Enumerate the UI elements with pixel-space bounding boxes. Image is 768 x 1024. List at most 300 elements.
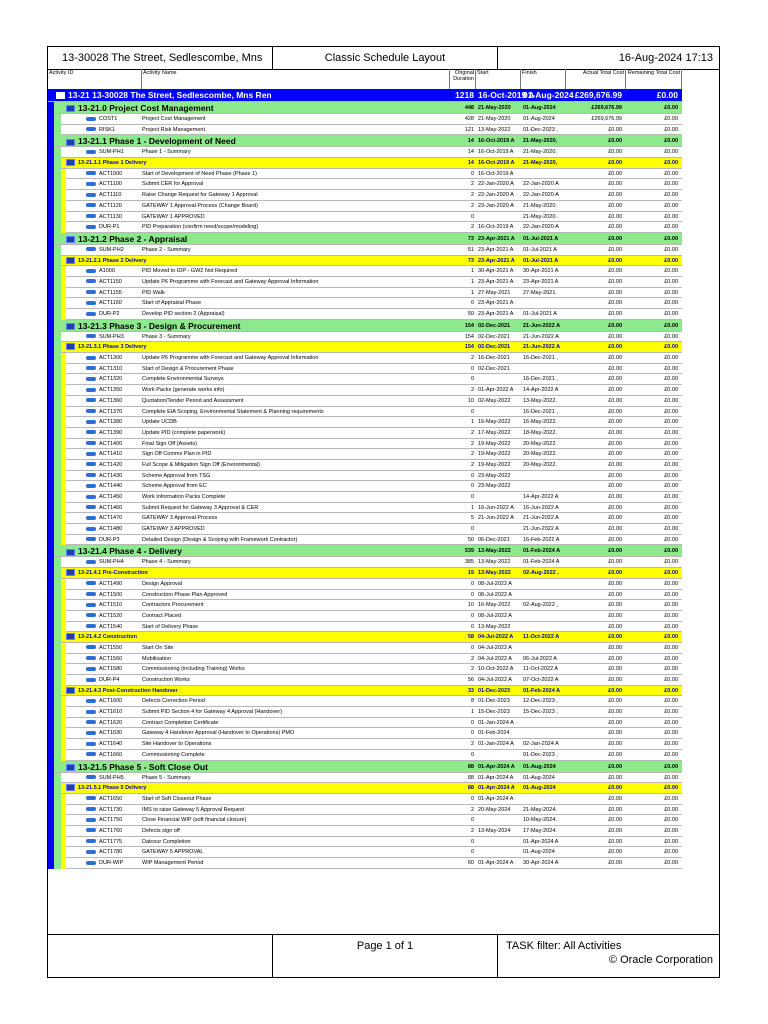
- remaining-total-cost: £0.00: [664, 526, 678, 533]
- start-date: 04-Jul-2022 A: [478, 634, 514, 641]
- activity-row[interactable]: [48, 826, 682, 837]
- activity-id-text: ACT1450: [99, 494, 123, 500]
- wbs-band-level2: [54, 600, 61, 611]
- task-icon: [86, 527, 96, 531]
- layout-name: Classic Schedule Layout: [273, 47, 498, 69]
- activity-row[interactable]: [48, 600, 682, 611]
- actual-total-cost: £0.00: [608, 451, 622, 458]
- wbs-icon: [66, 569, 75, 576]
- actual-total-cost: £0.00: [608, 730, 622, 737]
- remaining-total-cost: £0.00: [664, 483, 678, 490]
- wbs-band-level2: [54, 212, 61, 223]
- activity-row[interactable]: [48, 535, 682, 546]
- wbs-band-level2: [54, 222, 61, 233]
- wbs-icon: [66, 323, 75, 330]
- activity-id: [86, 417, 140, 427]
- start-date: 16-May-2022: [478, 602, 511, 609]
- wbs-icon: [66, 687, 75, 694]
- activity-id-text: 13-21 13-30028 The Street, Sedlescombe, Mns Ren: [68, 90, 272, 100]
- activity-row[interactable]: [48, 503, 682, 514]
- task-icon: [86, 452, 96, 456]
- wbs-band-level2: [54, 374, 61, 385]
- finish-date: 22-Jan-2020 A: [523, 192, 559, 199]
- wbs-band-level2: [54, 664, 61, 675]
- original-duration: 14: [467, 149, 474, 156]
- wbs-band-level2: [54, 125, 61, 136]
- activity-id-text: ACT1470: [99, 515, 123, 522]
- activity-id: [86, 557, 140, 567]
- activity-row[interactable]: [48, 858, 682, 869]
- remaining-total-cost: £0.00: [664, 257, 678, 264]
- activity-row[interactable]: [48, 815, 682, 826]
- activity-row[interactable]: [48, 114, 682, 125]
- original-duration: 0: [470, 730, 474, 737]
- activity-row[interactable]: [48, 773, 682, 784]
- activity-id: [86, 524, 140, 534]
- task-icon: [86, 581, 96, 585]
- actual-total-cost: £0.00: [608, 192, 622, 199]
- task-icon: [86, 796, 96, 800]
- activity-row[interactable]: [48, 190, 682, 201]
- col-original-duration[interactable]: Original Duration: [450, 69, 476, 89]
- activity-name: GATEWAY 1 Approval Process (Change Board): [142, 202, 258, 209]
- start-date: 21-May-2020: [478, 116, 511, 122]
- activity-row[interactable]: [48, 837, 682, 848]
- activity-row[interactable]: [48, 396, 682, 407]
- activity-row[interactable]: [48, 222, 682, 233]
- activity-row[interactable]: [48, 417, 682, 428]
- wbs-row[interactable]: [48, 158, 682, 169]
- task-icon: [86, 731, 96, 735]
- remaining-total-cost: £0.00: [664, 774, 678, 781]
- finish-date: 01-Aug-2024: [523, 763, 556, 770]
- finish-date: 16-May-2022.: [523, 419, 557, 426]
- activity-row[interactable]: [48, 847, 682, 858]
- activity-id-text: ACT1550: [99, 644, 123, 651]
- wbs-band-level3: [61, 277, 66, 288]
- start-date: 23-May-2022: [478, 483, 511, 490]
- wbs-row[interactable]: [48, 632, 682, 643]
- original-duration: 50: [467, 536, 474, 543]
- actual-total-cost: £0.00: [608, 344, 622, 351]
- schedule-report-frame: [47, 46, 720, 978]
- wbs-icon: [66, 549, 75, 556]
- activity-name: Start of Appraisal Phase: [142, 300, 202, 307]
- wbs-band-level3: [61, 826, 66, 837]
- activity-id-text: ACT1500: [99, 591, 123, 598]
- wbs-band-level3: [61, 503, 66, 514]
- remaining-total-cost: £0.00: [664, 580, 678, 587]
- activity-row[interactable]: [48, 654, 682, 665]
- task-icon: [86, 818, 96, 822]
- activity-row[interactable]: [48, 794, 682, 805]
- remaining-total-cost: £0.00: [664, 548, 678, 555]
- activity-id: [86, 374, 140, 384]
- activity-id-text: SUM-PH4: [99, 559, 124, 566]
- wbs-row[interactable]: [48, 686, 682, 697]
- finish-date: [521, 364, 566, 374]
- original-duration: 2: [470, 387, 474, 394]
- footer-right-cell: [498, 934, 719, 978]
- remaining-total-cost: £0.00: [664, 429, 678, 436]
- remaining-total-cost: £0.00: [664, 322, 678, 329]
- activity-name: Construction Phase Plan Approved: [142, 591, 228, 598]
- activity-row[interactable]: [48, 407, 682, 418]
- activity-row[interactable]: [48, 125, 682, 136]
- finish-date: 21-Jun-2022 A: [523, 344, 561, 351]
- wbs-band-level1: [48, 320, 54, 332]
- activity-row[interactable]: [48, 579, 682, 590]
- activity-name: Work Information Packs Complete: [142, 494, 226, 500]
- activity-name: Update P6 Programme with Forecast and Gateway Approval Information: [142, 355, 319, 362]
- original-duration: 154: [464, 344, 474, 351]
- activity-id-text: ACT1750: [99, 817, 123, 824]
- finish-date: 01-Aug-2024: [523, 105, 556, 111]
- activity-id: [86, 190, 140, 200]
- activity-name: Raise Change Request for Gateway 1 Approval: [142, 192, 258, 199]
- finish-date: 16-Dec-2021 ,: [523, 408, 558, 415]
- wbs-band-level2: [54, 428, 61, 439]
- task-icon: [86, 334, 96, 338]
- activity-row[interactable]: [48, 750, 682, 761]
- actual-total-cost: £0.00: [608, 126, 622, 133]
- activity-row[interactable]: [48, 611, 682, 622]
- activity-row[interactable]: [48, 728, 682, 739]
- activity-row[interactable]: [48, 212, 682, 223]
- finish-date: 13-May-2022.: [523, 397, 557, 404]
- task-icon: [86, 850, 96, 854]
- wbs-row[interactable]: [48, 545, 682, 557]
- activity-row[interactable]: [48, 428, 682, 439]
- activity-name: Phase 3 - Summary: [142, 333, 191, 340]
- activity-name: Defects Correction Period: [142, 698, 205, 705]
- remaining-total-cost: £0.00: [664, 181, 678, 188]
- wbs-band-level2: [54, 309, 61, 320]
- wbs-band-level3: [61, 622, 66, 633]
- activity-id-text: ACT1430: [99, 472, 123, 479]
- activity-id-text: ACT1380: [99, 419, 123, 426]
- activity-name: Project Cost Management: [142, 116, 206, 122]
- finish-date: 30-Apr-2021 A: [523, 268, 559, 275]
- start-date: 10-Oct-2022 A: [478, 666, 514, 673]
- remaining-total-cost: £0.00: [664, 289, 678, 296]
- remaining-total-cost: £0.00: [664, 817, 678, 824]
- task-icon: [86, 117, 96, 121]
- activity-id: [66, 783, 147, 793]
- task-icon: [86, 171, 96, 175]
- actual-total-cost: £0.00: [608, 570, 622, 577]
- wbs-band-level2: [54, 847, 61, 858]
- col-remaining-total-cost[interactable]: Remaining Total Cost: [626, 69, 682, 89]
- finish-date: 02-Aug-2022 ,: [523, 570, 559, 577]
- wbs-band-level2: [54, 158, 61, 169]
- original-duration: 1: [470, 289, 474, 296]
- finish-date: 01-Apr-2024 A: [523, 838, 559, 845]
- activity-name: Update UCDB: [142, 419, 177, 426]
- actual-total-cost: £0.00: [608, 278, 622, 285]
- activity-id: [86, 407, 140, 417]
- task-icon: [86, 441, 96, 445]
- wbs-row[interactable]: [48, 135, 682, 147]
- start-date: 13-May-2022: [478, 559, 511, 566]
- activity-id-text: 13-21.5.1 Phase 5 Delivery: [78, 785, 147, 792]
- task-icon: [86, 430, 96, 434]
- activity-row[interactable]: [48, 643, 682, 654]
- activity-name: Complete Environmental Surveys: [142, 376, 224, 383]
- actual-total-cost: £0.00: [608, 322, 622, 329]
- wbs-band-level2: [54, 535, 61, 546]
- activity-row[interactable]: [48, 449, 682, 460]
- wbs-band-level3: [61, 524, 66, 535]
- activity-id: [86, 503, 140, 513]
- activity-row[interactable]: [48, 664, 682, 675]
- finish-date: 21-Jun-2022 A: [523, 322, 561, 329]
- remaining-total-cost: £0.00: [664, 246, 678, 253]
- activity-row[interactable]: [48, 707, 682, 718]
- activity-row[interactable]: [48, 353, 682, 364]
- task-icon: [86, 301, 96, 305]
- wbs-band-level3: [61, 600, 66, 611]
- activity-name: Project Risk Management: [142, 126, 205, 133]
- activity-row[interactable]: [48, 277, 682, 288]
- activity-row[interactable]: [48, 590, 682, 601]
- remaining-total-cost: £0.00: [664, 795, 678, 802]
- start-date: 01-Apr-2024 A: [478, 795, 514, 802]
- actual-total-cost: £0.00: [608, 795, 622, 802]
- activity-row[interactable]: [48, 309, 682, 320]
- finish-date: 01-Jul-2021 A: [523, 311, 557, 317]
- page-number: Page 1 of 1: [273, 934, 498, 978]
- remaining-total-cost: £0.00: [664, 408, 678, 415]
- wbs-row[interactable]: [48, 89, 682, 102]
- activity-name: Site Handover to Operations: [142, 741, 212, 748]
- finish-date: 06-Jul-2022 A: [523, 655, 557, 662]
- activity-row[interactable]: [48, 169, 682, 180]
- actual-total-cost: £0.00: [608, 580, 622, 587]
- activity-row[interactable]: [48, 201, 682, 212]
- actual-total-cost: £0.00: [608, 429, 622, 436]
- actual-total-cost: £0.00: [608, 365, 622, 372]
- wbs-band-level3: [61, 353, 66, 364]
- wbs-band-level3: [61, 385, 66, 396]
- activity-id: [86, 449, 140, 459]
- wbs-band-level2: [54, 728, 61, 739]
- wbs-row[interactable]: [48, 320, 682, 332]
- activity-row[interactable]: [48, 513, 682, 524]
- activity-id-text: DUR-P4: [99, 677, 120, 683]
- activity-id: [86, 675, 140, 685]
- activity-id-text: ACT1775: [99, 838, 123, 845]
- remaining-total-cost: £0.00: [664, 160, 678, 167]
- activity-row[interactable]: [48, 675, 682, 686]
- activity-name: Scheme Approval from TSG: [142, 472, 211, 479]
- activity-id-text: RISK1: [99, 126, 115, 133]
- wbs-band-level3: [61, 492, 66, 503]
- original-duration: 2: [470, 192, 474, 199]
- activity-id-text: 13-21.4.1 Pre-Construction: [78, 570, 148, 577]
- activity-name: Contract Completion Certificate: [142, 719, 219, 726]
- activity-row[interactable]: [48, 805, 682, 816]
- activity-id: [86, 750, 140, 760]
- activity-row[interactable]: [48, 179, 682, 190]
- actual-total-cost: £269,676.99: [591, 116, 622, 122]
- col-activity-id[interactable]: Activity ID: [48, 69, 142, 89]
- actual-total-cost: £0.00: [608, 440, 622, 447]
- original-duration: 0: [470, 494, 474, 500]
- activity-row[interactable]: [48, 439, 682, 450]
- original-duration: 539: [464, 548, 474, 555]
- actual-total-cost: £0.00: [608, 860, 622, 866]
- original-duration: 19: [467, 570, 474, 577]
- activity-row[interactable]: [48, 696, 682, 707]
- activity-id: [86, 622, 140, 632]
- actual-total-cost: £0.00: [608, 559, 622, 566]
- wbs-row[interactable]: [48, 342, 682, 353]
- activity-id-text: 13-21.5 Phase 5 - Soft Close Out: [78, 761, 208, 772]
- task-icon: [86, 752, 96, 756]
- wbs-band-level3: [61, 222, 66, 233]
- activity-id: [66, 545, 182, 557]
- wbs-band-level3: [61, 449, 66, 460]
- remaining-total-cost: £0.00: [664, 644, 678, 651]
- activity-row[interactable]: [48, 374, 682, 385]
- remaining-total-cost: £0.00: [664, 344, 678, 351]
- task-icon: [86, 225, 96, 229]
- activity-row[interactable]: [48, 718, 682, 729]
- finish-date: 21-Jun-2022 A: [523, 333, 559, 340]
- remaining-total-cost: £0.00: [664, 311, 678, 317]
- remaining-total-cost: £0.00: [664, 300, 678, 307]
- activity-id-text: ACT1390: [99, 429, 123, 436]
- activity-id: [86, 298, 140, 308]
- wbs-band-level2: [54, 707, 61, 718]
- activity-row[interactable]: [48, 288, 682, 299]
- activity-row[interactable]: [48, 332, 682, 343]
- activity-row[interactable]: [48, 471, 682, 482]
- activity-id: [86, 492, 140, 502]
- wbs-band-level3: [61, 858, 66, 869]
- activity-row[interactable]: [48, 460, 682, 471]
- original-duration: 121: [464, 126, 474, 133]
- activity-name: Design Approval: [142, 580, 183, 587]
- activity-row[interactable]: [48, 557, 682, 568]
- wbs-band-level2: [54, 147, 61, 158]
- task-icon: [86, 279, 96, 283]
- wbs-row[interactable]: [48, 783, 682, 794]
- finish-date: 21-May-2020.: [523, 202, 557, 209]
- actual-total-cost: £0.00: [608, 235, 622, 242]
- activity-name: Start of Soft Closeout Phase: [142, 795, 212, 802]
- activity-id: [56, 89, 272, 101]
- remaining-total-cost: £0.00: [664, 224, 678, 231]
- wbs-band-level2: [54, 826, 61, 837]
- col-finish[interactable]: Finish: [521, 69, 566, 89]
- activity-row[interactable]: [48, 266, 682, 277]
- start-date: 01-Apr-2024 A: [478, 860, 514, 866]
- wbs-row[interactable]: [48, 761, 682, 773]
- finish-date: [521, 579, 566, 589]
- finish-date: 21-May-2024.: [523, 806, 557, 813]
- activity-row[interactable]: [48, 364, 682, 375]
- wbs-band-level3: [61, 837, 66, 848]
- wbs-band-level3: [61, 728, 66, 739]
- activity-name: Construction Works: [142, 677, 190, 683]
- actual-total-cost: £0.00: [608, 548, 622, 555]
- finish-date: 20-May-2022.: [523, 440, 557, 447]
- remaining-total-cost: £0.00: [664, 698, 678, 705]
- finish-date: 01-Jul-2021 A: [523, 246, 557, 253]
- wbs-band-level2: [54, 342, 61, 353]
- activity-row[interactable]: [48, 298, 682, 309]
- activity-row[interactable]: [48, 739, 682, 750]
- original-duration: 1: [470, 278, 474, 285]
- col-actual-total-cost[interactable]: Actual Total Cost: [566, 69, 626, 89]
- activity-id-text: ACT1600: [99, 698, 123, 705]
- wbs-row[interactable]: [48, 256, 682, 267]
- activity-row[interactable]: [48, 481, 682, 492]
- original-duration: 60: [467, 860, 474, 866]
- activity-row[interactable]: [48, 147, 682, 158]
- activity-row[interactable]: [48, 524, 682, 535]
- activity-id-text: ACT1640: [99, 741, 123, 748]
- remaining-total-cost: £0.00: [656, 90, 678, 100]
- remaining-total-cost: £0.00: [664, 827, 678, 834]
- task-icon: [86, 667, 96, 671]
- actual-total-cost: £0.00: [608, 246, 622, 253]
- activity-id: [66, 320, 241, 331]
- activity-name: Start On Site: [142, 644, 174, 651]
- activity-row[interactable]: [48, 245, 682, 256]
- wbs-band-level3: [61, 298, 66, 309]
- activity-id-text: SUM-PH3: [99, 333, 124, 340]
- remaining-total-cost: £0.00: [664, 202, 678, 209]
- wbs-row[interactable]: [48, 102, 682, 114]
- col-start[interactable]: Start: [476, 69, 521, 89]
- activity-name: Commissioning (including Training) Works: [142, 666, 245, 673]
- wbs-row[interactable]: [48, 233, 682, 245]
- activity-id-text: DUR-P2: [99, 311, 120, 317]
- col-activity-name[interactable]: Activity Name: [142, 69, 450, 89]
- wbs-row[interactable]: [48, 568, 682, 579]
- remaining-total-cost: £0.00: [664, 278, 678, 285]
- activity-row[interactable]: [48, 492, 682, 503]
- wbs-band-level3: [61, 288, 66, 299]
- remaining-total-cost: £0.00: [664, 472, 678, 479]
- wbs-band-level2: [54, 503, 61, 514]
- activity-name: Phase 1 - Summary: [142, 149, 191, 156]
- task-icon: [86, 247, 96, 251]
- start-date: 22-Jan-2020 A: [478, 192, 514, 199]
- original-duration: 33: [467, 687, 474, 694]
- activity-id-text: ACT1620: [99, 719, 123, 726]
- activity-row[interactable]: [48, 622, 682, 633]
- finish-date: 21-Jun-2022 A: [523, 515, 559, 522]
- start-date: 19-May-2022: [478, 440, 511, 447]
- actual-total-cost: £0.00: [608, 472, 622, 479]
- activity-row[interactable]: [48, 385, 682, 396]
- actual-total-cost: £0.00: [608, 763, 622, 770]
- finish-date: [521, 298, 566, 308]
- start-date: 23-Apr-2021 A: [478, 235, 515, 242]
- actual-total-cost: £0.00: [608, 644, 622, 651]
- activity-id: [86, 837, 140, 847]
- activity-id-text: SUM-PH1: [99, 149, 124, 156]
- activity-name: Start of Delivery Phase: [142, 623, 199, 630]
- remaining-total-cost: £0.00: [664, 170, 678, 177]
- start-date: 21-Jun-2022 A: [478, 515, 514, 522]
- activity-id: [86, 590, 140, 600]
- actual-total-cost: £0.00: [608, 623, 622, 630]
